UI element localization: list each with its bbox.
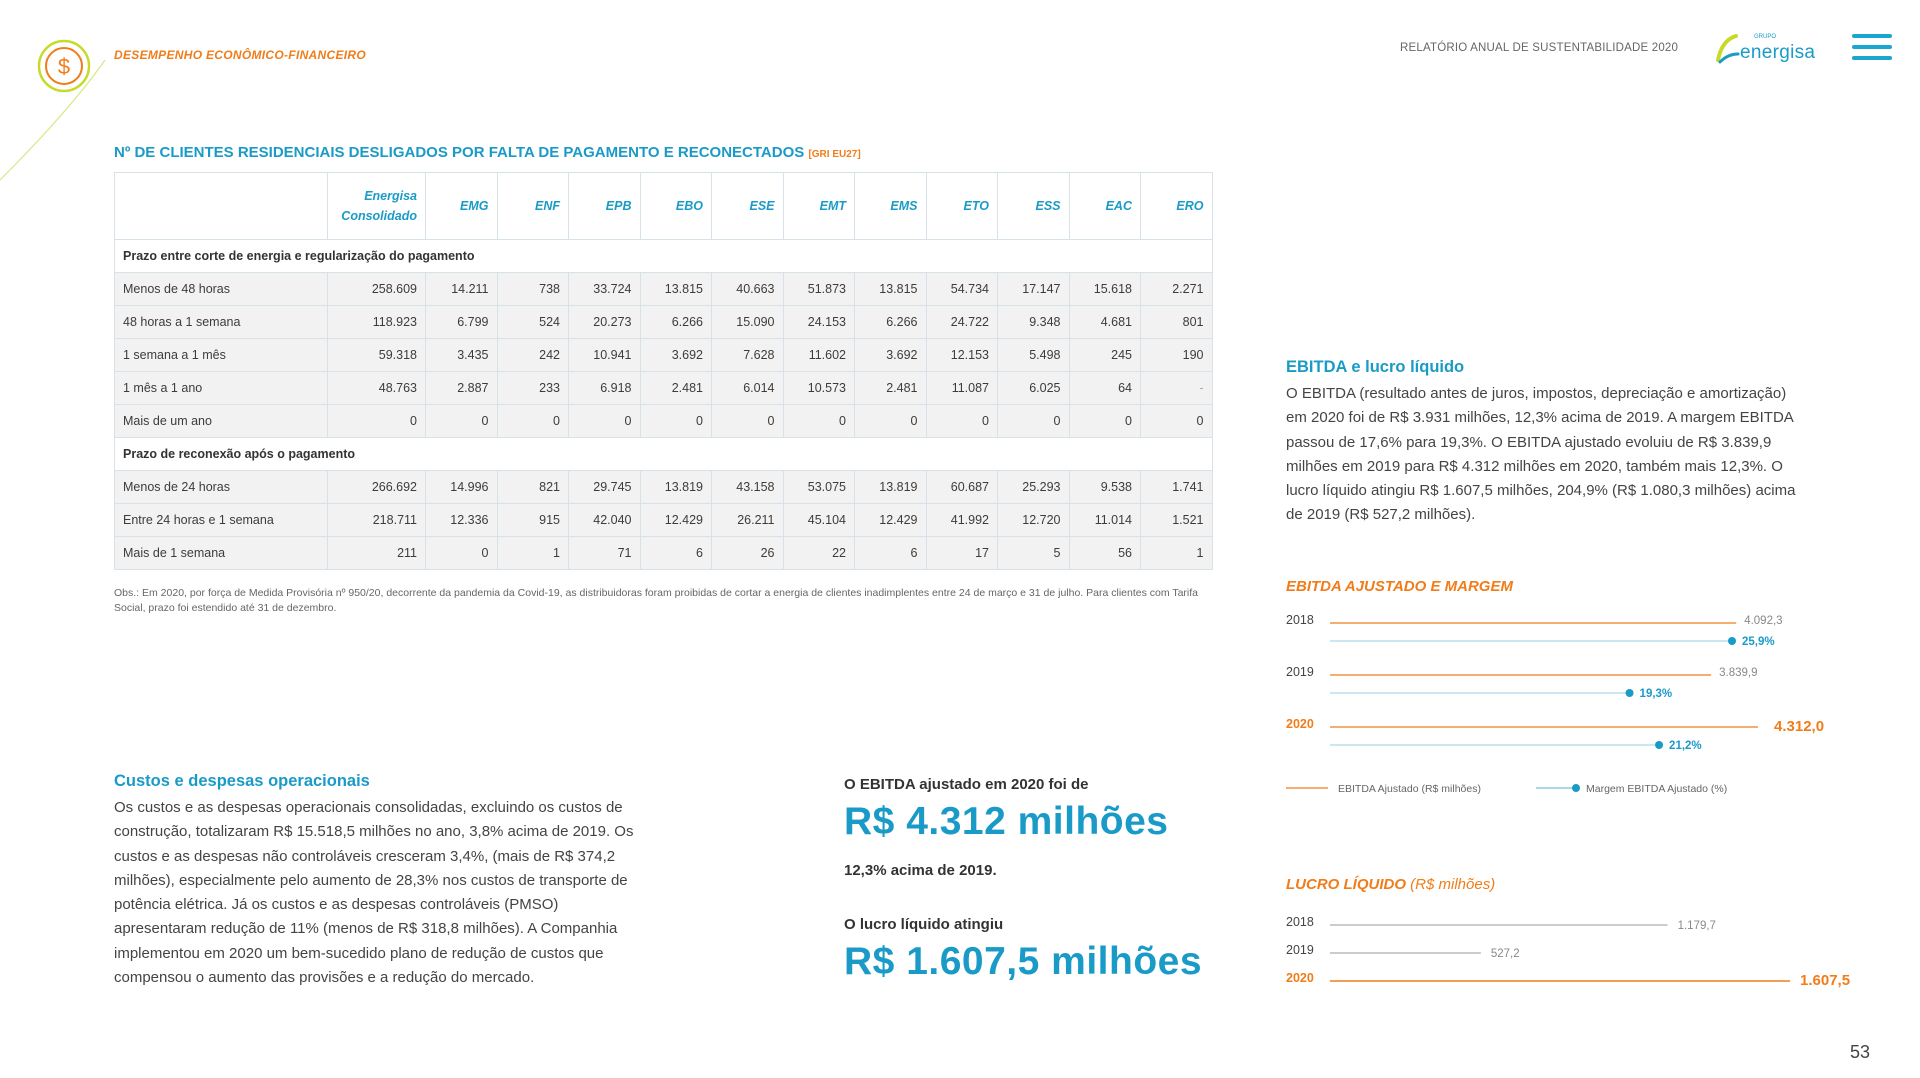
section-title: DESEMPENHO ECONÔMICO-FINANCEIRO (114, 48, 366, 62)
table-cell: 14.996 (426, 471, 498, 504)
table-cell: 9.538 (1069, 471, 1141, 504)
table-cell: 6.266 (855, 306, 927, 339)
table-row (115, 504, 1213, 537)
ebitda-highlight-value: R$ 4.312 milhões (844, 800, 1169, 843)
table-cell: 118.923 (328, 306, 426, 339)
table-cell: 10.573 (783, 372, 855, 405)
table-col-header: ESE (712, 173, 784, 240)
table-cell: 3.435 (426, 339, 498, 372)
table-cell: 0 (1141, 405, 1213, 438)
table-cell: 14.211 (426, 273, 498, 306)
table-cell: 233 (497, 372, 569, 405)
table-cell: 0 (1069, 405, 1141, 438)
table-cell: 54.734 (926, 273, 998, 306)
table-cell: 6.918 (569, 372, 641, 405)
table-cell: 6.014 (712, 372, 784, 405)
table-cell: 12.153 (926, 339, 998, 372)
table-cell: 41.992 (926, 504, 998, 537)
table-cell: 60.687 (926, 471, 998, 504)
margin-point (1728, 637, 1736, 645)
table-cell: 22 (783, 537, 855, 570)
table-cell: 738 (497, 273, 569, 306)
table-section-row (115, 240, 1213, 273)
table-cell: 71 (569, 537, 641, 570)
table-row (115, 306, 1213, 339)
table-cell: 6 (640, 537, 712, 570)
lucro-value-label: 1.179,7 (1677, 920, 1716, 932)
table-cell: 821 (497, 471, 569, 504)
disconnection-table (114, 172, 1213, 570)
table-cell: 0 (569, 405, 641, 438)
report-title: RELATÓRIO ANUAL DE SUSTENTABILIDADE 2020 (1400, 42, 1679, 54)
table-col-header: EBO (640, 173, 712, 240)
table-cell: 12.429 (640, 504, 712, 537)
table-row (115, 537, 1213, 570)
table-cell: 0 (712, 405, 784, 438)
ebitda-highlight-label: O EBITDA ajustado em 2020 foi de (844, 776, 1089, 793)
table-cell: 258.609 (328, 273, 426, 306)
table-title (114, 144, 861, 161)
table-col-header: EMT (783, 173, 855, 240)
table-cell: 13.815 (640, 273, 712, 306)
table-row-label: 1 mês a 1 ano (115, 372, 328, 405)
table-cell: 1 (497, 537, 569, 570)
costs-heading: Custos e despesas operacionais (114, 772, 370, 790)
table-cell: 190 (1141, 339, 1213, 372)
margin-point (1655, 741, 1663, 749)
table-cell: 0 (426, 537, 498, 570)
table-cell: 13.819 (855, 471, 927, 504)
table-cell: 211 (328, 537, 426, 570)
table-cell: 59.318 (328, 339, 426, 372)
table-cell: 1.521 (1141, 504, 1213, 537)
category-label: 2018 (1286, 915, 1314, 929)
table-col-header: ERO (1141, 173, 1213, 240)
lucro-highlight-value: R$ 1.607,5 milhões (844, 940, 1203, 983)
table-row-label: 1 semana a 1 mês (115, 339, 328, 372)
table-cell: 5.498 (998, 339, 1070, 372)
table-cell: 4.681 (1069, 306, 1141, 339)
table-cell: 2.481 (855, 372, 927, 405)
table-cell: 51.873 (783, 273, 855, 306)
table-row-label: Entre 24 horas e 1 semana (115, 504, 328, 537)
table-cell: 0 (783, 405, 855, 438)
table-cell: 266.692 (328, 471, 426, 504)
table-row-label: 48 horas a 1 semana (115, 306, 328, 339)
table-cell: 25.293 (998, 471, 1070, 504)
table-cell: 26.211 (712, 504, 784, 537)
table-cell: 11.014 (1069, 504, 1141, 537)
table-cell: 40.663 (712, 273, 784, 306)
table-cell: 2.271 (1141, 273, 1213, 306)
table-col-header: EAC (1069, 173, 1141, 240)
margin-value-label: 25,9% (1742, 636, 1775, 648)
table-row-label: Menos de 48 horas (115, 273, 328, 306)
table-cell: 13.815 (855, 273, 927, 306)
table-row-label: Mais de 1 semana (115, 537, 328, 570)
table-cell: 17 (926, 537, 998, 570)
table-cell: 2.481 (640, 372, 712, 405)
table-cell: 13.819 (640, 471, 712, 504)
ebitda-value-label: 3.839,9 (1719, 667, 1758, 679)
lucro-value-label: 1.607,5 (1800, 972, 1851, 989)
table-cell: 245 (1069, 339, 1141, 372)
table-row (115, 471, 1213, 504)
page-number: 53 (1850, 1042, 1871, 1062)
table-section-title: Prazo de reconexão após o pagamento (115, 438, 1213, 471)
legend-margin-label: Margem EBITDA Ajustado (%) (1586, 783, 1728, 795)
table-cell: - (1141, 372, 1213, 405)
decorative-arc (0, 0, 200, 200)
table-row (115, 405, 1213, 438)
table-cell: 45.104 (783, 504, 855, 537)
table-cell: 6.799 (426, 306, 498, 339)
table-cell: 42.040 (569, 504, 641, 537)
table-cell: 12.336 (426, 504, 498, 537)
table-cell: 9.348 (998, 306, 1070, 339)
lucro-highlight-label: O lucro líquido atingiu (844, 916, 1004, 933)
table-col-header: EMS (855, 173, 927, 240)
lucro-chart-unit: (R$ milhões) (1410, 876, 1496, 893)
table-cell: 12.429 (855, 504, 927, 537)
category-label: 2019 (1286, 943, 1314, 957)
table-cell: 64 (1069, 372, 1141, 405)
table-col-header: EMG (426, 173, 498, 240)
category-label: 2018 (1286, 613, 1314, 627)
table-cell: 33.724 (569, 273, 641, 306)
table-cell: 0 (998, 405, 1070, 438)
table-cell: 56 (1069, 537, 1141, 570)
table-row-label: Menos de 24 horas (115, 471, 328, 504)
logo-swoosh-icon (1714, 32, 1740, 64)
table-header-row (115, 173, 1213, 240)
table-cell: 6 (855, 537, 927, 570)
table-cell: 11.602 (783, 339, 855, 372)
table-cell: 48.763 (328, 372, 426, 405)
table-row (115, 339, 1213, 372)
table-cell: 915 (497, 504, 569, 537)
gri-tag: [GRI EU27] (808, 149, 861, 160)
lucro-chart-title-text: LUCRO LÍQUIDO (1286, 876, 1406, 893)
table-cell: 20.273 (569, 306, 641, 339)
table-row-label: Mais de um ano (115, 405, 328, 438)
table-cell: 29.745 (569, 471, 641, 504)
legend-ebitda-label: EBITDA Ajustado (R$ milhões) (1338, 783, 1481, 795)
table-col-header: Energisa Consolidado (328, 173, 426, 240)
category-label: 2019 (1286, 665, 1314, 679)
table-row (115, 273, 1213, 306)
table-cell: 3.692 (855, 339, 927, 372)
legend-margin-point (1572, 784, 1580, 792)
table-cell: 26 (712, 537, 784, 570)
table-col-header: EPB (569, 173, 641, 240)
margin-value-label: 19,3% (1639, 688, 1673, 700)
svg-text:$: $ (57, 54, 71, 79)
table-section-row (115, 438, 1213, 471)
table-cell: 0 (328, 405, 426, 438)
ebitda-value-label: 4.312,0 (1774, 718, 1825, 735)
lucro-chart-title (1286, 876, 1495, 893)
table-cell: 53.075 (783, 471, 855, 504)
table-cell: 43.158 (712, 471, 784, 504)
table-cell: 24.722 (926, 306, 998, 339)
table-cell: 3.692 (640, 339, 712, 372)
ebitda-heading: EBITDA e lucro líquido (1286, 358, 1465, 376)
table-header-blank (115, 173, 328, 240)
ebitda-value-label: 4.092,3 (1744, 615, 1783, 627)
table-cell: 12.720 (998, 504, 1070, 537)
margin-value-label: 21,2% (1669, 740, 1702, 752)
table-cell: 0 (426, 405, 498, 438)
table-cell: 0 (855, 405, 927, 438)
table-cell: 0 (497, 405, 569, 438)
energisa-logo[interactable] (1714, 32, 1816, 64)
ebitda-highlight-sub: 12,3% acima de 2019. (844, 862, 997, 879)
table-cell: 0 (640, 405, 712, 438)
lucro-value-label: 527,2 (1490, 948, 1520, 960)
logo-group-label: GRUPO (1754, 34, 1777, 40)
table-cell: 6.025 (998, 372, 1070, 405)
category-label: 2020 (1286, 971, 1314, 985)
table-cell: 11.087 (926, 372, 998, 405)
dollar-coin-icon (36, 38, 92, 94)
table-cell: 6.266 (640, 306, 712, 339)
table-cell: 17.147 (998, 273, 1070, 306)
table-section-title: Prazo entre corte de energia e regularização do pagamento (115, 240, 1213, 273)
table-footnote: Obs.: Em 2020, por força de Medida Provisória nº 950/20, decorrente da pandemia da Covid-19, as distribuidoras foram proibidas de cortar a energia de clientes inadimplentes entre 24 de março e 31 de julho. Para clientes com Tarifa Social, prazo foi estendido até 31 de dezembro. (114, 587, 1198, 614)
logo-brand-text: energisa (1740, 42, 1816, 63)
table-cell: 218.711 (328, 504, 426, 537)
table-cell: 801 (1141, 306, 1213, 339)
table-cell: 2.887 (426, 372, 498, 405)
table-col-header: ESS (998, 173, 1070, 240)
table-col-header: ETO (926, 173, 998, 240)
table-cell: 242 (497, 339, 569, 372)
table-row (115, 372, 1213, 405)
table-cell: 10.941 (569, 339, 641, 372)
table-cell: 1 (1141, 537, 1213, 570)
table-col-header: ENF (497, 173, 569, 240)
ebitda-chart-title: EBITDA AJUSTADO E MARGEM (1286, 578, 1513, 595)
category-label: 2020 (1286, 717, 1314, 731)
table-cell: 524 (497, 306, 569, 339)
table-title-text: Nº DE CLIENTES RESIDENCIAIS DESLIGADOS POR FALTA DE PAGAMENTO E RECONECTADOS (114, 144, 805, 161)
table-cell: 5 (998, 537, 1070, 570)
table-cell: 0 (926, 405, 998, 438)
margin-point (1626, 689, 1634, 697)
hamburger-menu-icon[interactable] (1852, 34, 1892, 64)
table-cell: 1.741 (1141, 471, 1213, 504)
ebitda-body: O EBITDA (resultado antes de juros, impostos, depreciação e amortização) em 2020 foi de R$ 3.931 milhões, 12,3% acima de 2019. A margem EBITDA passou de 17,6% para 19,3%. O EBITDA ajustado evoluiu de R$ 3.839,9 milhões em 2019 para R$ 4.312 milhões em 2020, também mais 12,3%. O lucro líquido atingiu R$ 1.607,5 milhões, 204,9% (R$ 1.080,3 milhões) acima de 2019 (R$ 527,2 milhões). (1286, 385, 1796, 524)
table-cell: 24.153 (783, 306, 855, 339)
table-cell: 15.618 (1069, 273, 1141, 306)
table-cell: 15.090 (712, 306, 784, 339)
costs-body: Os custos e as despesas operacionais consolidadas, excluindo os custos de construção, totalizaram R$ 15.518,5 milhões no ano, 3,8% acima de 2019. Os custos e as despesas não controláveis cresceram 3,4%, (mais de R$ 374,2 milhões), especialmente pelo aumento de 28,3% nos custos de transporte de potência elétrica. Já os custos e as despesas controláveis (PMSO) apresentaram redução de 11% (menos de R$ 318,8 milhões). A Companhia implementou em 2020 um bem-sucedido plano de redução de custos que compensou o aumento das provisões e a redução do mercado. (114, 799, 634, 987)
table-cell: 7.628 (712, 339, 784, 372)
